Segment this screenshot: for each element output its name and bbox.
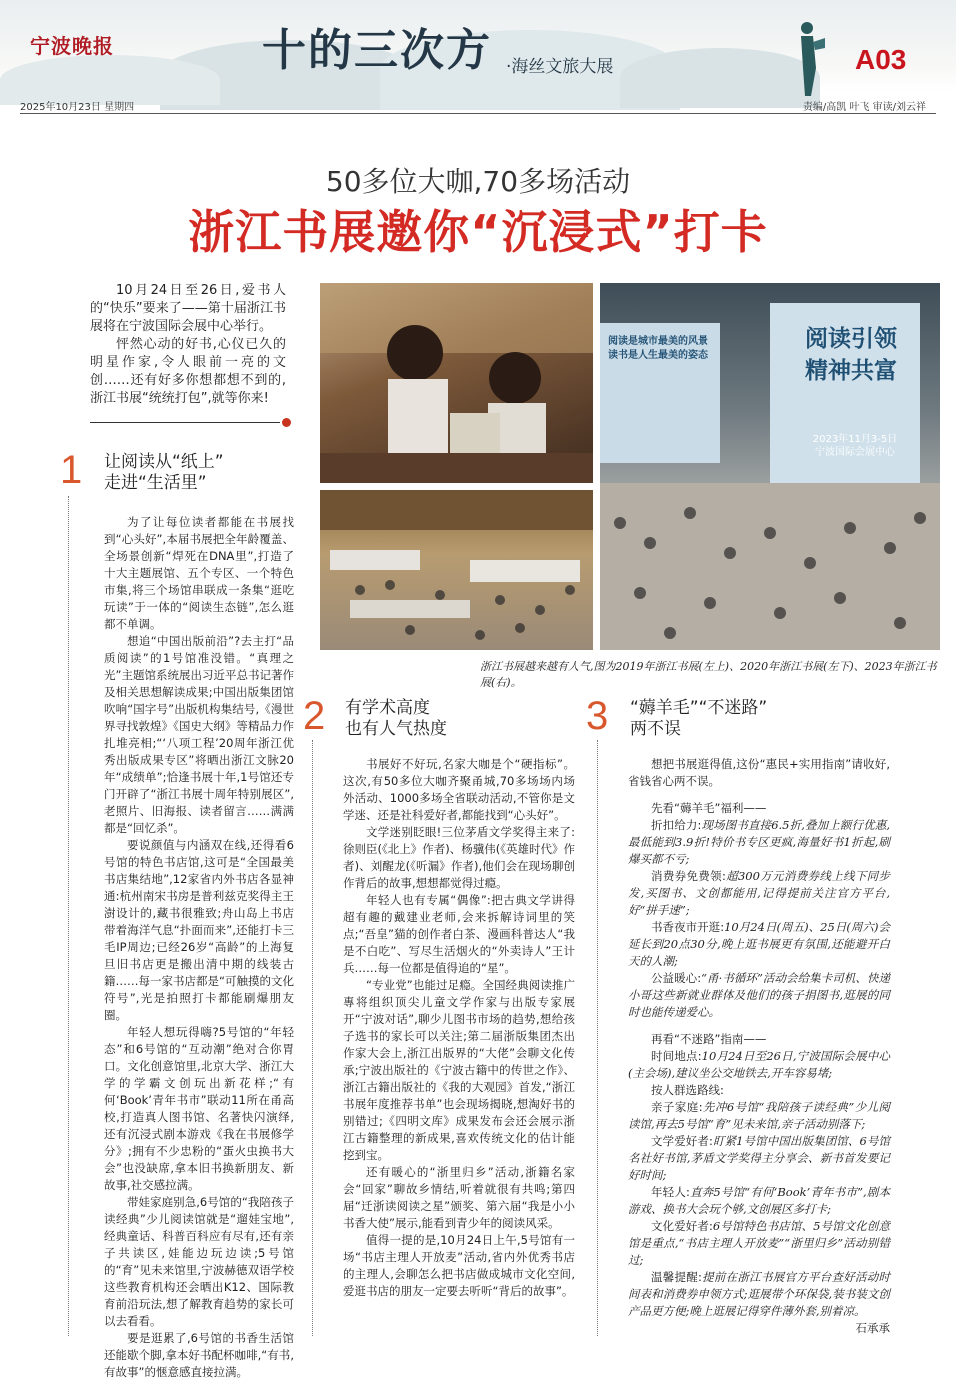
section-1-body xyxy=(104,514,294,1381)
guide-item-label: 书香夜市开逛: xyxy=(651,920,725,934)
lead-paragraph: 10月24日至26日,爱书人的“快乐”要来了——第十届浙江书展将在宁波国际会展中心举行。 xyxy=(90,283,286,334)
section-3-number: 3 xyxy=(586,694,609,738)
guide-item-text: 现场图书直接6.5折,叠加上额行优惠,最低能到3.9折!特价书专区更疯,海量好书1折起,刷爆买都不亏; xyxy=(628,818,890,866)
guide-item-label: 时间地点: xyxy=(651,1049,702,1063)
section-2-paragraph: 文学迷别眨眼!三位茅盾文学奖得主来了:徐则臣(《北上》作者)、杨骥伟(《英雄时代》作者)、刘醒龙(《听漏》作者),他们会在现场聊创作背后的故事,想想都觉得过瘾。 xyxy=(343,825,575,890)
guide-item-label: 文学爱好者: xyxy=(651,1134,713,1148)
guide-item xyxy=(628,1218,890,1269)
section-2-dotted-rule xyxy=(312,740,313,1336)
photo-2019-book-fair xyxy=(320,283,593,483)
issue-date: 2025年10月23日 星期四 xyxy=(20,102,135,113)
guide-item xyxy=(628,1184,890,1218)
masthead-logo: 宁波晚报 xyxy=(30,34,114,58)
article-byline: 石承承 xyxy=(855,1321,890,1335)
photo-2020-book-fair xyxy=(320,490,593,650)
lead-divider xyxy=(90,422,280,423)
page-section-title: 十的三次方 xyxy=(262,25,492,76)
guide-item xyxy=(628,868,890,919)
photo-crowded-hall xyxy=(320,490,593,650)
guide-item-label: 亲子家庭: xyxy=(651,1100,703,1114)
reader-silhouette-icon xyxy=(785,18,830,98)
section-2-paragraph: 值得一提的是,10月24日上午,5号馆有一场“书店主理人开放麦”活动,省内外优秀书店的主理人,会聊怎么把书店做成城市文化空间,爱逛书店的朋友一定要去听听“背后的故事”。 xyxy=(343,1233,575,1298)
section-2-heading: 有学术高度 也有人气热度 xyxy=(345,698,447,739)
section-3-heading: “薅羊毛”“不迷路” 两不误 xyxy=(630,698,768,739)
section-2-paragraph: 年轻人也有专属“偶像”:把古典文学讲得超有趣的戴建业老师,会来拆解诗词里的笑点;“吾皇”猫的创作者白茶、漫画科普达人“我是不白吃”、写尽生活烟火的“外卖诗人”王计兵……每一位都是值得追的“星”。 xyxy=(343,893,575,975)
article-lead xyxy=(90,282,286,408)
guide-item xyxy=(628,919,890,970)
guide-item-label: 温馨提醒: xyxy=(651,1270,702,1284)
editor-credits: 责编/高凯 叶飞 审读/刘云祥 xyxy=(802,102,926,113)
section-2-body xyxy=(343,756,575,1300)
lead-divider-dot xyxy=(282,418,291,427)
section-1-paragraph: 带娃家庭别急,6号馆的“我陪孩子读经典”少儿阅读馆就是“遛娃宝地”,经典童话、科普百科应有尽有,还有亲子共读区,娃能边玩边读;5号馆的“育”见未来馆里,宁波赫德双语学校这些教育机构还会晒出K12、国际教育前沿玩法,想了解教育趋势的家长可以去看看。 xyxy=(104,1195,294,1328)
banner-date-text: 2023年11月3-5日 宁波国际会展中心 xyxy=(812,434,898,458)
guide-item xyxy=(628,970,890,1021)
guide-item xyxy=(628,1048,890,1082)
guide-item xyxy=(628,1082,890,1099)
guide-item-label: 文化爱好者: xyxy=(651,1219,713,1233)
section-1-number: 1 xyxy=(60,448,83,492)
guide-item-text: 直奔5号馆“有何‘Book’青年书市”,剧本游戏、换书大会玩个够,文创展区多打卡; xyxy=(628,1185,891,1216)
section-3-dotted-rule xyxy=(597,740,598,1336)
section-3-body xyxy=(628,756,890,1337)
page-number: A03 xyxy=(855,44,907,75)
photo-2023-book-fair xyxy=(600,283,940,650)
guide-item-text: 10月24日至26日,宁波国际会展中心(主会场),建议坐公交地铁去,开车容易堵; xyxy=(628,1049,890,1080)
guide-item-label: 消费券免费领: xyxy=(651,869,726,883)
section-2-paragraph: 还有暖心的“浙里归乡”活动,浙籍名家会“回家”聊故乡情结,听着就很有共鸣;第四届“迁浙读阅读之星”颁奖、第六届“我是小小书香大使”展示,能看到青少年的阅读风采。 xyxy=(343,1165,575,1230)
section-2-number: 2 xyxy=(303,694,326,738)
guide-item-text: “甬·书循环”活动会给集卡司机、快递小哥这些新就业群体及他们的孩子捐图书,逛展的同时也能传递爱心。 xyxy=(628,971,890,1019)
guide-item-label: 先看“薅羊毛”福利—— xyxy=(651,801,767,815)
section-3-intro: 想把书展逛得值,这份“惠民+实用指南”请收好,省钱省心两不误。 xyxy=(628,757,890,788)
guide-item xyxy=(628,1031,890,1048)
lead-paragraph: 怦然心动的好书,心仪已久的明星作家,令人眼前一亮的文创……还有好多你想都想不到的,浙江书展“统统打包”,就等你来! xyxy=(90,337,286,406)
section-1-heading: 让阅读从“纸上” 走进“生活里” xyxy=(104,452,224,493)
section-1-paragraph: 要说颜值与内涵双在线,还得看6号馆的特色书店馆,这可是“全国最美书店集结地”,12家省内外书店各显神通:杭州南宋书房是普利兹克奖得主王澍设计的,藏书很雅致;舟山岛上书店带着海洋气息“扑面而来”,还能打卡三毛IP周边;已经26岁“高龄”的上海复旦旧书店更是搬出清中期的线装古籍……每一家书店都是“可触摸的文化符号”,光是拍照打卡都能刷爆朋友圈。 xyxy=(104,838,294,1022)
guide-item-text: 盯紧1号馆中国出版集团馆、6号馆名社好书馆,茅盾文学奖得主分享会、新书首发要记好时间; xyxy=(628,1134,891,1182)
guide-item-text: 10月24日(周五)、25日(周六)会延长到20点30分,晚上逛书展更有氛围,还能避开白天的人潮; xyxy=(628,920,890,968)
guide-item xyxy=(628,800,890,817)
section-1-paragraph: 要是逛累了,6号馆的书香生活馆还能歇个脚,拿本好书配杯咖啡,“有书,有故事”的惬意感直接拉满。 xyxy=(104,1331,294,1379)
guide-item-text: 提前在浙江书展官方平台查好活动时间表和消费券申领方式;逛展带个环保袋,装书装文创产品更方便;晚上逛展记得穿件薄外套,别着凉。 xyxy=(628,1270,891,1318)
page-section-subtitle: ·海丝文旅大展 xyxy=(506,57,614,77)
guide-item-text: 先冲6号馆“我陪孩子读经典”少儿阅读馆,再去5号馆“育”见未来馆,亲子活动别落下; xyxy=(628,1100,891,1131)
section-1-paragraph: 为了让每位读者都能在书展找到“心头好”,本届书展把全年龄覆盖、全场景创新“焊死在DNA里”,打造了十大主题展馆、五个专区、一个特色市集,将三个场馆串联成一条集“逛吃玩读”于一体的“阅读生态链”,怎么逛都不单调。 xyxy=(104,515,294,631)
guide-item-text: 6号馆特色书店馆、5号馆文化创意馆是重点,“书店主理人开放麦”“浙里归乡”活动别错过; xyxy=(628,1219,890,1267)
photo-caption: 浙江书展越来越有人气,图为2019年浙江书展(左上)、2020年浙江书展(左下)、2023年浙江书展(右)。 xyxy=(480,660,937,689)
photo-girls-reading xyxy=(320,283,593,483)
guide-item-text: 超300万元消费券线上线下同步发,买图书、文创都能用,记得提前关注官方平台,好“拼手速”; xyxy=(628,869,890,917)
guide-item xyxy=(628,1133,890,1184)
article-deck: 50多位大咖,70多场活动 xyxy=(325,165,631,198)
header-divider xyxy=(20,113,936,114)
guide-item-label: 再看“不迷路”指南—— xyxy=(651,1032,767,1046)
guide-item-label: 折扣给力: xyxy=(651,818,702,832)
banner-text-right: 阅读引领 精神共富 xyxy=(805,326,897,384)
guide-item xyxy=(628,817,890,868)
guide-item-label: 公益暖心: xyxy=(651,971,702,985)
guide-item xyxy=(628,1099,890,1133)
guide-item-label: 年轻人: xyxy=(651,1185,690,1199)
guide-item xyxy=(628,1269,890,1320)
section-2-paragraph: 书展好不好玩,名家大咖是个“硬指标”。这次,有50多位大咖齐聚甬城,70多场场内场外活动、1000多场全省联动活动,不管你是文学迷、还是社科爱好者,都能找到“心头好”。 xyxy=(343,757,575,822)
section-1-dotted-rule xyxy=(68,496,69,1336)
section-1-paragraph: 想追“中国出版前沿”?去主打“品质阅读”的1号馆准没错。“真理之光”主题馆系统展出习近平总书记著作及相关思想解读成果;中国出版集团馆吹响“国字号”出版机构集结号,《漫世界寻找敦煌》《国史大纲》等精品力作扎堆亮相;“‘八项工程’20周年浙江优秀出版成果专区”将晒出浙江文脉20年“成绩单”;恰逢书展十年,1号馆还专门开辟了“浙江书展十周年特别展区”,老照片、旧海报、读者留言……满满都是“回忆杀”。 xyxy=(104,634,294,835)
guide-item-label: 按人群选路线: xyxy=(651,1083,724,1097)
article-headline: 浙江书展邀你“沉浸式”打卡 xyxy=(188,205,768,259)
section-2-paragraph: “专业党”也能过足瘾。全国经典阅读推广專将组织顶尖儿童文学作家与出版专家展开“宁波对话”,聊少儿图书市场的趋势,想给孩子选书的家长可以关注;第二届浙版集团杰出作家大会上,浙江出版界的“大佬”会聊文化传承;宁波出版社的《宁波古籍中的传世之作》、浙江古籍出版社的《我的大观园》首发,“浙江书展年度推荐书单”也会现场揭晓,想淘好书的别错过;《四明文库》成果发布会还会展示浙江古籍整理的新成果,喜欢传统文化的估计能挖到宝。 xyxy=(343,978,575,1162)
banner-text-left: 阅读是城市最美的风景 读书是人生最美的姿态 xyxy=(608,336,708,361)
section-1-paragraph: 年轻人想玩得嗨?5号馆的“年轻态”和6号馆的“互动潮”绝对合你胃口。文化创意馆里,北京大学、浙江大学的学霸文创玩出新花样;“有何‘Book’青年书市”联动11所在甬高校,打造真人图书馆、名著快闪演绎,还有沉浸式剧本游戏《我在书展修学分》;拥有不少忠粉的“蛋火虫换书大会”也没缺席,拿本旧书换新朋友、新故事,社交感拉满。 xyxy=(104,1025,294,1192)
section-3-guide-list xyxy=(628,800,890,1320)
